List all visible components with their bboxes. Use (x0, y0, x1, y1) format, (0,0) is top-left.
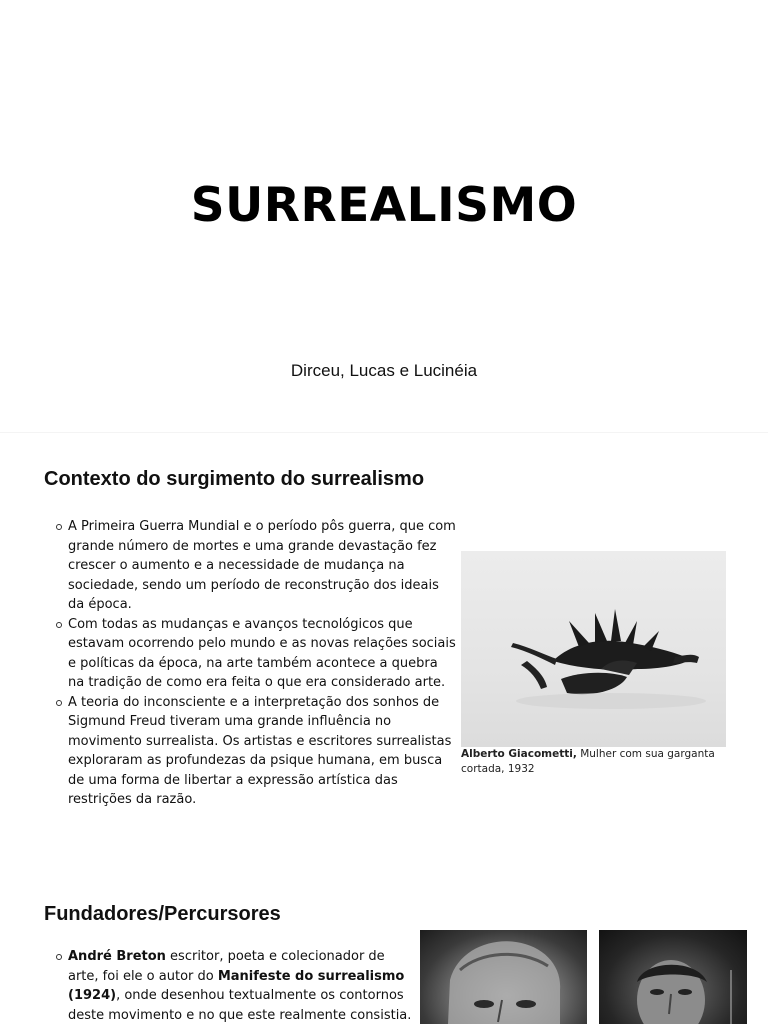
breton-manifesto: Manifeste do surrealismo (1924) (68, 968, 405, 1003)
bullet-circle-icon (56, 622, 62, 628)
sculpture-drawing (461, 551, 726, 747)
portrait-face-drawing (599, 930, 747, 1024)
slide-divider (0, 432, 768, 433)
breton-name: André Breton (68, 949, 166, 964)
breton-text-1: escritor, poeta e colecionador de arte, foi ele o autor do (68, 949, 385, 984)
founder-portrait-photo (599, 930, 747, 1024)
page-title: SURREALISMO (190, 178, 578, 233)
bullet-text: A Primeira Guerra Mundial e o período pôs guerra, que com grande número de mortes e uma grande devastação fez crescer o aumento e a necessidade de mudança na sociedade, sendo um período de reconstrução dos ideais da época. (68, 519, 456, 612)
caption-work: Mulher com sua garganta cortada, 1932 (461, 748, 715, 775)
list-item (44, 517, 456, 615)
bullet-circle-icon (56, 700, 62, 706)
list-item (44, 947, 412, 1025)
portrait-face-drawing (420, 930, 587, 1024)
bullet-text: Com todas as mudanças e avanços tecnológicos que estavam ocorrendo pelo mundo e as novas relações sociais e políticas da época, na arte também acontece a quebra na tradição de como era feita o que era considerado arte. (68, 616, 456, 690)
list-item (44, 693, 456, 810)
bullet-circle-icon (56, 524, 62, 530)
bullet-text: A teoria do inconsciente e a interpretação dos sonhos de Sigmund Freud tiveram uma grande influência no movimento surrealista. Os artistas e escritores surrealistas exploraram as profundezas da psique humana, em busca de uma forma de libertar a expressão artística das restrições da razão. (68, 694, 452, 807)
founders-bullet-list (44, 947, 412, 1025)
photo-caption (461, 747, 731, 777)
breton-text-2: , onde desenhou textualmente os contornos deste movimento e no que este realmente consistia. (68, 988, 412, 1023)
bullet-circle-icon (56, 954, 62, 960)
sculpture-photo (461, 551, 726, 747)
breton-portrait-photo (420, 930, 587, 1024)
founders-heading: Fundadores/Percursores (44, 903, 281, 925)
context-heading: Contexto do surgimento do surrealismo (44, 468, 425, 490)
context-bullet-list (44, 517, 456, 810)
caption-artist: Alberto Giacometti, (461, 748, 577, 760)
authors-subtitle: Dirceu, Lucas e Lucinéia (290, 361, 478, 380)
list-item (44, 615, 456, 693)
cover-slide (0, 0, 768, 430)
